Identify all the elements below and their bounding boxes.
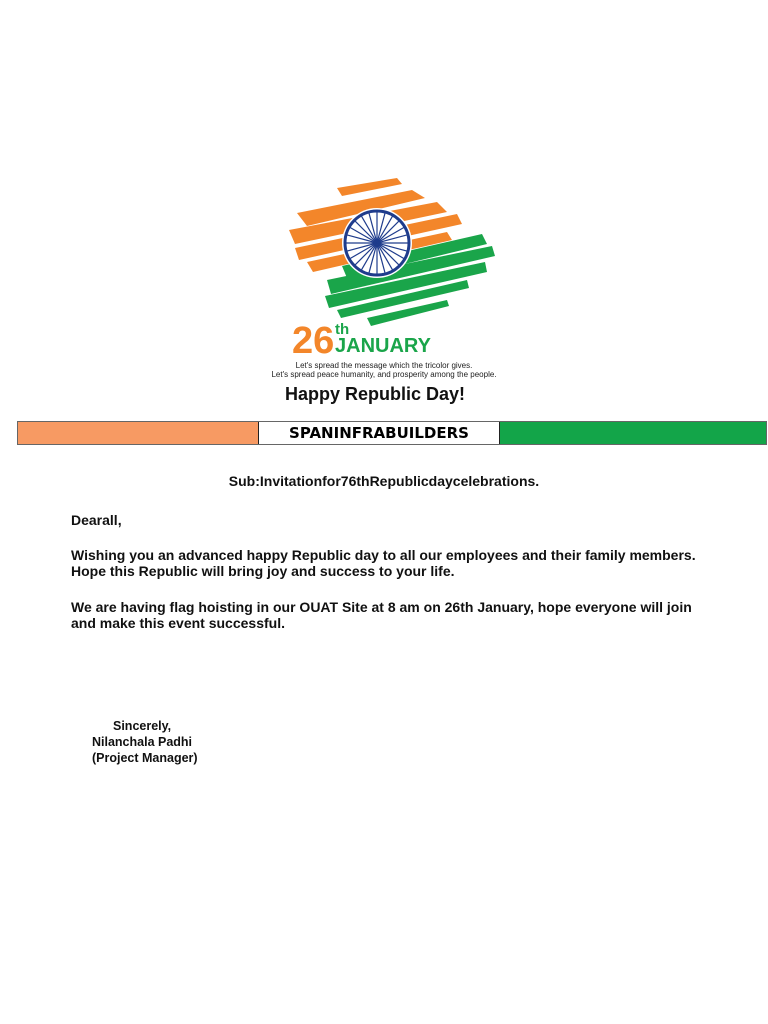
signature-name: Nilanchala Padhi [92,735,193,749]
letter-paragraph-2 [71,599,711,631]
republic-day-banner [247,168,522,408]
tricolor-header-bar [17,421,767,445]
saffron-band [18,422,258,444]
green-band [500,422,766,444]
paragraph-2-line-1: We are having flag hoisting in our OUAT Site at 8 am on 26th January, hope everyone will join [71,599,692,615]
ashoka-chakra-icon [342,208,412,278]
letter-subject: Sub:Invitationfor76thRepublicdaycelebrations. [228,473,540,489]
banner-tagline-2: Let's spread peace humanity, and prosperity among the people. [271,370,497,379]
paragraph-2-line-2: and make this event successful. [71,615,285,631]
company-name-box [258,422,500,444]
signature-closing: Sincerely, [113,719,172,733]
signature-title: (Project Manager) [92,751,198,765]
paragraph-1-line-1: Wishing you an advanced happy Republic day to all our employees and their family members. [71,547,696,563]
letter-salutation: Dearall, [71,512,122,528]
letter-paragraph-1 [71,547,711,579]
banner-month: JANUARY [335,335,431,357]
banner-greeting: Happy Republic Day! [284,384,466,404]
banner-graphic [247,168,522,408]
paragraph-1-line-2: Hope this Republic will bring joy and success to your life. [71,563,455,579]
banner-day: 26 [292,320,335,362]
banner-day-suffix: th [335,321,350,338]
banner-tagline-1: Let's spread the message which the tricolor gives. [295,361,473,370]
company-name: SPANINFRABUILDERS [289,424,469,442]
